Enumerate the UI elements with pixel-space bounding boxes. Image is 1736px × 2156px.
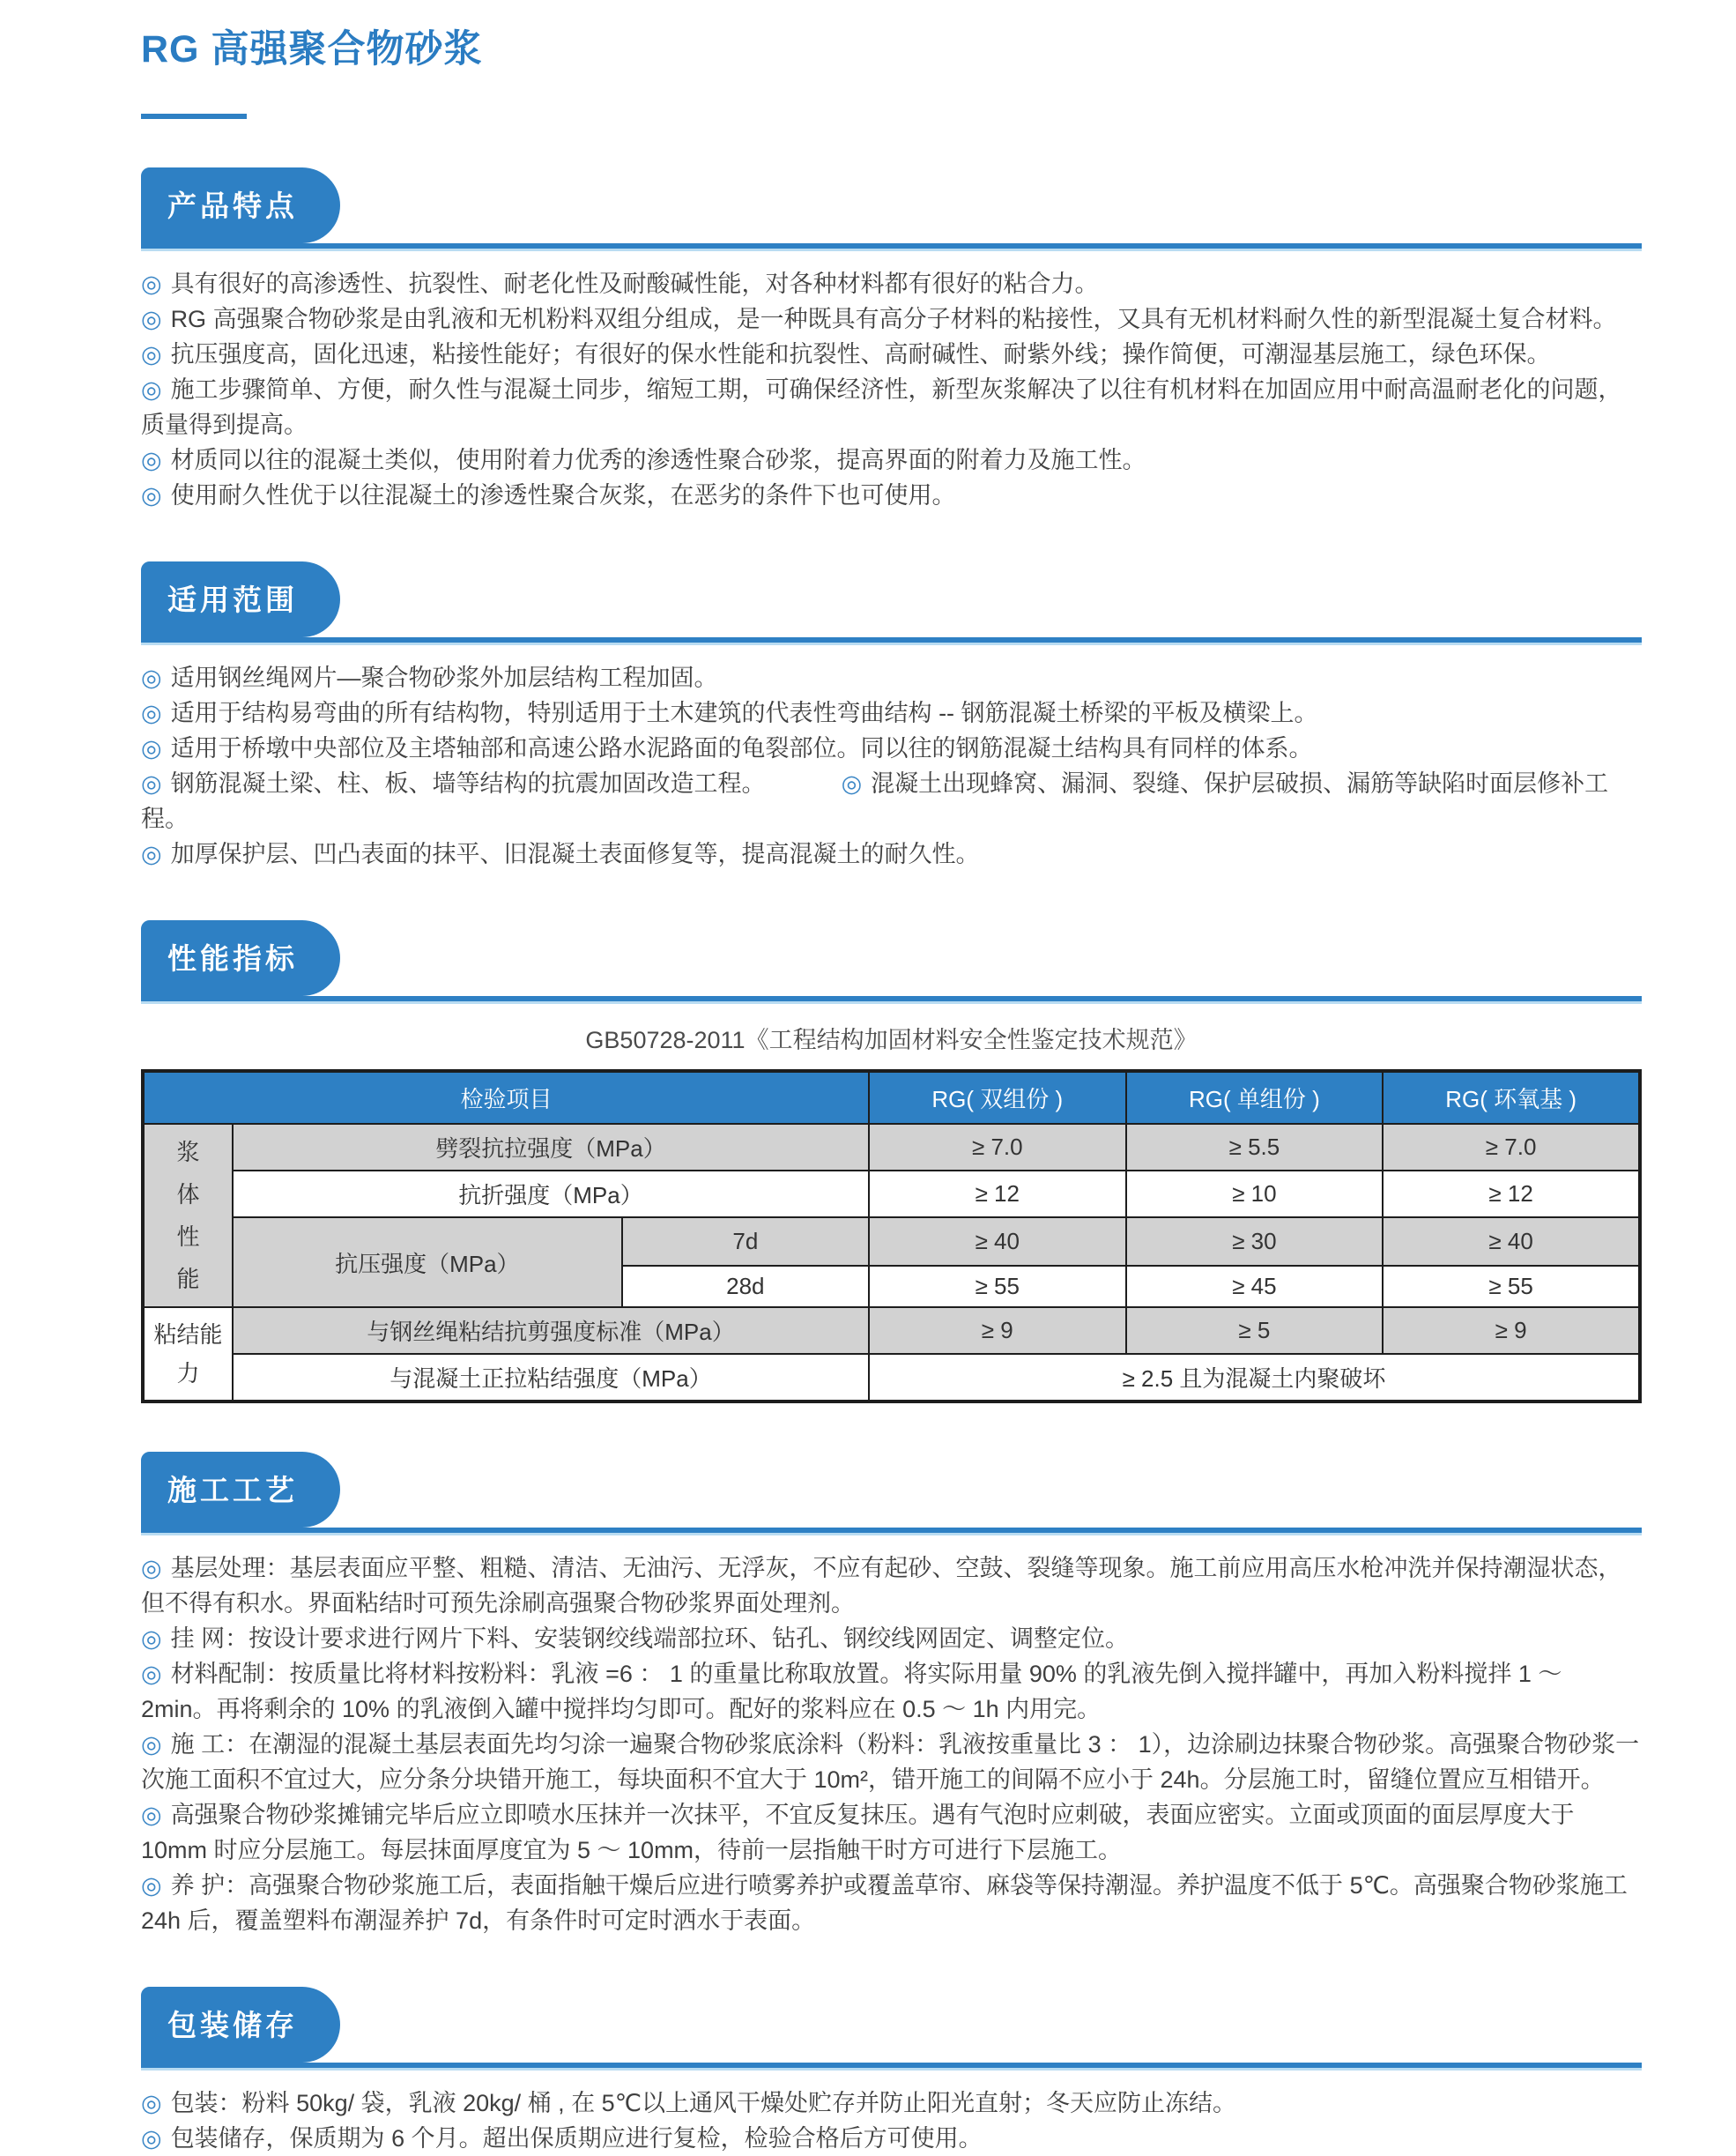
- list-item: [141, 2085, 1642, 2121]
- col-header-item: 检验项目: [143, 1071, 869, 1124]
- value-cell: ≥ 9: [1383, 1307, 1640, 1354]
- list-item-text: 加厚保护层、凹凸表面的抹平、旧混凝土表面修复等，提高混凝土的耐久性。: [170, 841, 980, 867]
- value-cell: ≥ 12: [869, 1171, 1126, 1217]
- value-cell: ≥ 5.5: [1126, 1124, 1384, 1171]
- test-item-cell: 劈裂抗拉强度（MPa）: [233, 1124, 869, 1171]
- list-item-text: 养 护：高强聚合物砂浆施工后，表面指触干燥后应进行喷雾养护或覆盖草帘、麻袋等保持潮湿。养护温度不低于 5℃。高强聚合物砂浆施工 24h 后，覆盖塑料布潮湿养护 7d，有条件时可定时洒水于表面。: [141, 1872, 1628, 1935]
- bullet-icon: ◎: [141, 1731, 162, 1758]
- scope-list: [141, 660, 1642, 872]
- sub-item-cell: 28d: [622, 1266, 869, 1307]
- section-badge-performance: 性能指标: [141, 920, 340, 996]
- list-item: [141, 442, 1642, 478]
- bullet-icon: ◎: [141, 1872, 162, 1900]
- list-item-text: 适用钢丝绳网片—聚合物砂浆外加层结构工程加固。: [170, 665, 718, 691]
- list-item-text: 混凝土出现蜂窝、漏洞、裂缝、保护层破损、漏筋等缺陷时面层修补工程。: [141, 770, 1609, 832]
- bullet-icon: ◎: [141, 841, 162, 867]
- list-item: [141, 301, 1642, 337]
- value-cell: ≥ 7.0: [1383, 1124, 1640, 1171]
- bullet-icon: ◎: [141, 341, 162, 368]
- table-row: [143, 1307, 1640, 1354]
- value-cell: ≥ 10: [1126, 1171, 1384, 1217]
- list-item-text: 材料配制：按质量比将材料按粉料：乳液 =6 ： 1 的重量比称取放置。将实际用量 90% 的乳液先倒入搅拌罐中，再加入粉料搅拌 1 ～ 2min。再将剩余的 10% 的乳液倒入罐中搅拌均匀即可。配好的浆料应在 0.5 ～ 1h 内用完。: [141, 1661, 1562, 1723]
- list-item: [141, 1621, 1642, 1656]
- list-item-text: 包装储存，保质期为 6 个月。超出保质期应进行复检，检验合格后方可使用。: [170, 2125, 983, 2152]
- value-cell: ≥ 5: [1126, 1307, 1384, 1354]
- list-item: [141, 1656, 1642, 1727]
- list-item-text: 包装：粉料 50kg/ 袋，乳液 20kg/ 桶 , 在 5℃以上通风干燥处贮存并防止阳光直射；冬天应防止冻结。: [170, 2090, 1237, 2117]
- bullet-icon: ◎: [141, 770, 162, 797]
- value-cell: ≥ 30: [1126, 1217, 1384, 1266]
- list-item-text: 高强聚合物砂浆摊铺完毕后应立即喷水压抹并一次抹平，不宜反复抹压。遇有气泡时应刺破，表面应密实。立面或顶面的面层厚度大于 10mm 时应分层施工。每层抹面厚度宜为 5 ～ 10mm，待前一层指触干时方可进行下层施工。: [141, 1802, 1575, 1864]
- sub-item-cell: 7d: [622, 1217, 869, 1266]
- section-features: [141, 167, 1642, 513]
- list-item-text: 抗压强度高，固化迅速，粘接性能好；有很好的保水性能和抗裂性、高耐碱性、耐紫外线；操作简便，可潮湿基层施工，绿色环保。: [170, 341, 1551, 368]
- spec-table: [141, 1069, 1642, 1403]
- col-header-rg2: RG( 双组份 ): [869, 1071, 1126, 1124]
- bullet-icon: ◎: [141, 1661, 162, 1688]
- title-divider: [141, 114, 247, 119]
- value-cell: ≥ 55: [869, 1266, 1126, 1307]
- page-title: RG 高强聚合物砂浆: [141, 28, 483, 71]
- merged-value-cell: ≥ 2.5 且为混凝土内聚破坏: [869, 1354, 1640, 1401]
- bullet-icon: ◎: [141, 1555, 162, 1582]
- section-badge-process: 施工工艺: [141, 1452, 340, 1528]
- list-item-text: 材质同以往的混凝土类似，使用附着力优秀的渗透性聚合砂浆，提高界面的附着力及施工性。: [170, 447, 1146, 473]
- list-item: [141, 478, 1642, 513]
- list-item: [141, 1727, 1642, 1797]
- value-cell: ≥ 9: [869, 1307, 1126, 1354]
- section-badge-features: 产品特点: [141, 167, 340, 243]
- col-header-rg1: RG( 单组份 ): [1126, 1071, 1384, 1124]
- bullet-icon: ◎: [141, 1802, 162, 1829]
- value-cell: ≥ 55: [1383, 1266, 1640, 1307]
- list-item: [141, 1797, 1642, 1868]
- bullet-icon: ◎: [141, 1625, 162, 1653]
- table-caption: GB50728-2011《工程结构加固材料安全性鉴定技术规范》: [585, 1027, 1198, 1053]
- section-packaging: [141, 1987, 1642, 2156]
- list-item: [141, 695, 1642, 731]
- list-item-text: RG 高强聚合物砂浆是由乳液和无机粉料双组分组成，是一种既具有高分子材料的粘接性，又具有无机材料耐久性的新型混凝土复合材料。: [170, 306, 1617, 332]
- bullet-icon: ◎: [141, 735, 162, 762]
- list-item: [141, 836, 1642, 872]
- section-process: [141, 1452, 1642, 1938]
- test-item-cell: 抗折强度（MPa）: [233, 1171, 869, 1217]
- bullet-icon: ◎: [141, 2125, 162, 2152]
- bullet-icon: ◎: [141, 271, 162, 297]
- list-item: [141, 372, 1642, 442]
- list-item: [141, 660, 1642, 695]
- list-item-text: 挂 网：按设计要求进行网片下料、安装钢绞线端部拉环、钻孔、钢绞线网固定、调整定位。: [170, 1625, 1130, 1653]
- section-header-rule: [141, 920, 1642, 1001]
- section-performance: [141, 920, 1642, 1403]
- bullet-icon: ◎: [141, 447, 162, 473]
- list-item-text: 使用耐久性优于以往混凝土的渗透性聚合灰浆，在恶劣的条件下也可使用。: [170, 482, 956, 509]
- value-cell: ≥ 12: [1383, 1171, 1640, 1217]
- col-header-rge: RG( 环氧基 ): [1383, 1071, 1640, 1124]
- list-item-text: 基层处理：基层表面应平整、粗糙、清洁、无油污、无浮灰，不应有起砂、空鼓、裂缝等现象。施工前应用高压水枪冲洗并保持潮湿状态，但不得有积水。界面粘结时可预先涂刷高强聚合物砂浆界面处理剂。: [141, 1555, 1622, 1617]
- list-item: [141, 1550, 1642, 1621]
- bullet-icon: ◎: [141, 306, 162, 332]
- value-cell: ≥ 45: [1126, 1266, 1384, 1307]
- value-cell: ≥ 40: [869, 1217, 1126, 1266]
- test-item-cell: 与混凝土正拉粘结强度（MPa）: [233, 1354, 869, 1401]
- group-cell-bond-capacity: 粘结能力: [143, 1307, 233, 1401]
- list-item: [141, 266, 1642, 301]
- bullet-icon: ◎: [141, 2090, 162, 2117]
- list-item-text: 钢筋混凝土梁、柱、板、墙等结构的抗震加固改造工程。: [170, 770, 766, 797]
- group-cell-paste-performance: 浆体性能: [143, 1124, 233, 1307]
- test-item-cell: 与钢丝绳粘结抗剪强度标准（MPa）: [233, 1307, 869, 1354]
- list-item-text: 适用于结构易弯曲的所有结构物，特别适用于土木建筑的代表性弯曲结构 -- 钢筋混凝土桥梁的平板及横梁上。: [170, 700, 1318, 726]
- section-scope: [141, 561, 1642, 872]
- table-row: [143, 1171, 1640, 1217]
- section-header-rule: [141, 167, 1642, 249]
- list-item-text: 施工步骤简单、方便，耐久性与混凝土同步，缩短工期，可确保经济性，新型灰浆解决了以往有机材料在加固应用中耐高温耐老化的问题，质量得到提高。: [141, 376, 1622, 438]
- list-item-text: 施 工：在潮湿的混凝土基层表面先均匀涂一遍聚合物砂浆底涂料（粉料：乳液按重量比 3 ： 1），边涂刷边抹聚合物砂浆。高强聚合物砂浆一次施工面积不宜过大，应分条分块错开施工，每块面积不宜大于 10m²，错开施工的间隔不应小于 24h。分层施工时，留缝位置应互相错开。: [141, 1731, 1640, 1794]
- list-item: [141, 1868, 1642, 1938]
- process-list: [141, 1550, 1642, 1938]
- table-row: [143, 1217, 1640, 1266]
- list-item: [141, 2121, 1642, 2156]
- list-item: [141, 337, 1642, 372]
- packaging-list: [141, 2085, 1642, 2156]
- features-list: [141, 266, 1642, 513]
- section-header-rule: [141, 1987, 1642, 2068]
- list-item: [141, 731, 1642, 766]
- list-item-text: 适用于桥墩中央部位及主塔轴部和高速公路水泥路面的龟裂部位。同以往的钢筋混凝土结构具有同样的体系。: [170, 735, 1313, 762]
- table-row: [143, 1354, 1640, 1401]
- section-header-rule: [141, 1452, 1642, 1533]
- section-badge-packaging: 包装储存: [141, 1987, 340, 2063]
- bullet-icon: ◎: [141, 700, 162, 726]
- bullet-icon: ◎: [841, 770, 863, 797]
- table-header-row: [143, 1071, 1640, 1124]
- section-badge-scope: 适用范围: [141, 561, 340, 637]
- list-item-text: 具有很好的高渗透性、抗裂性、耐老化性及耐酸碱性能，对各种材料都有很好的粘合力。: [170, 271, 1099, 297]
- section-header-rule: [141, 561, 1642, 643]
- value-cell: ≥ 7.0: [869, 1124, 1126, 1171]
- table-row: [143, 1124, 1640, 1171]
- bullet-icon: ◎: [141, 376, 162, 403]
- list-item-pair: [141, 766, 1642, 836]
- test-item-cell: 抗压强度（MPa）: [233, 1217, 622, 1307]
- bullet-icon: ◎: [141, 482, 162, 509]
- value-cell: ≥ 40: [1383, 1217, 1640, 1266]
- bullet-icon: ◎: [141, 665, 162, 691]
